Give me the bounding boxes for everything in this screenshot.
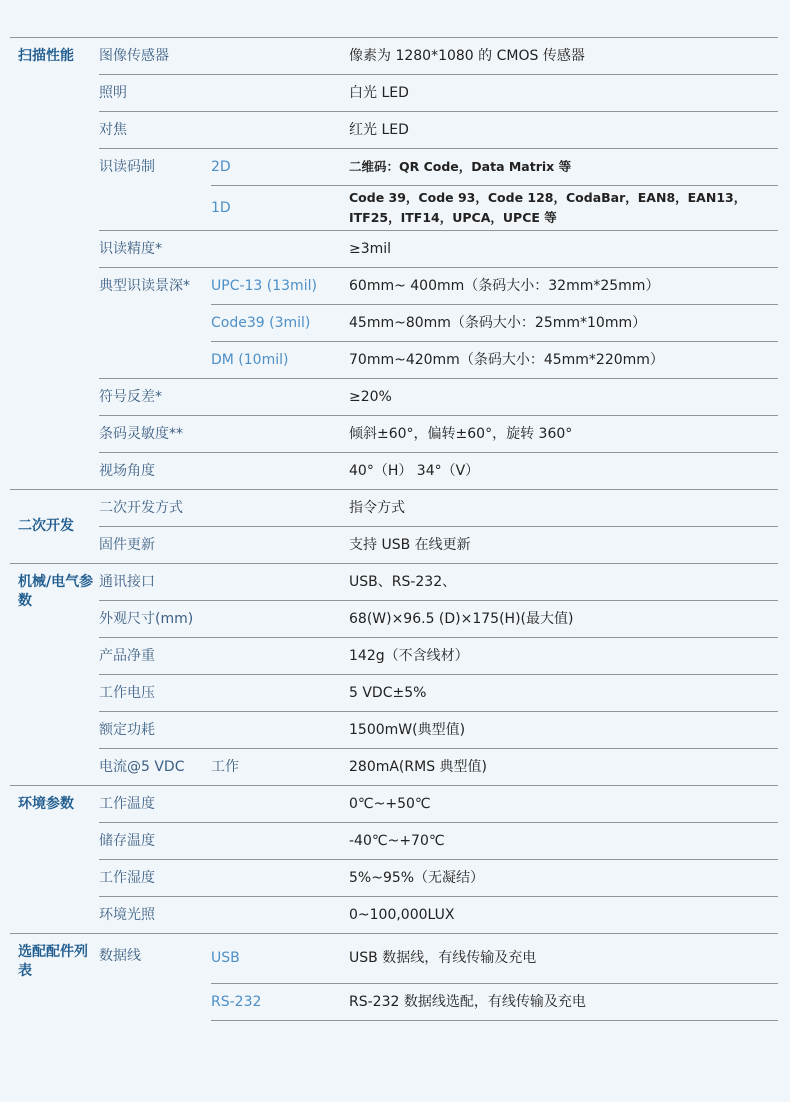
row-value: ≥3mil — [349, 231, 778, 268]
table-row — [10, 934, 778, 984]
row-name: 二次开发方式 — [99, 490, 349, 527]
row-value: 60mm~ 400mm（条码大小：32mm*25mm） — [349, 268, 778, 305]
row-value: 0~100,000LUX — [349, 897, 778, 934]
table-row — [10, 897, 778, 934]
table-row — [10, 112, 778, 149]
table-row — [10, 638, 778, 675]
table-row — [10, 416, 778, 453]
table-row — [10, 453, 778, 490]
table-row — [10, 75, 778, 112]
row-name: 识读精度* — [99, 231, 349, 268]
section-label-scan: 扫描性能 — [10, 38, 99, 490]
row-name: 固件更新 — [99, 527, 349, 564]
table-row — [10, 268, 778, 305]
table-row — [10, 38, 778, 75]
table-row — [10, 379, 778, 416]
row-name: 典型识读景深* — [99, 268, 211, 379]
row-sub: RS-232 — [211, 984, 349, 1021]
row-value: 像素为 1280*1080 的 CMOS 传感器 — [349, 38, 778, 75]
row-value: -40℃~+70℃ — [349, 823, 778, 860]
row-value: ≥20% — [349, 379, 778, 416]
row-value: 1500mW(典型值) — [349, 712, 778, 749]
row-value: USB 数据线，有线传输及充电 — [349, 934, 778, 984]
row-value: USB、RS-232、 — [349, 564, 778, 601]
row-value: 70mm~420mm（条码大小：45mm*220mm） — [349, 342, 778, 379]
table-row — [10, 149, 778, 186]
row-name: 额定功耗 — [99, 712, 349, 749]
row-value: 45mm~80mm（条码大小：25mm*10mm） — [349, 305, 778, 342]
spec-table — [10, 37, 778, 1021]
section-label-mech: 机械/电气参数 — [10, 564, 99, 786]
section-label-accessories: 选配配件列表 — [10, 934, 99, 1021]
table-row — [10, 823, 778, 860]
table-row — [10, 860, 778, 897]
row-sub: UPC-13 (13mil) — [211, 268, 349, 305]
table-row — [10, 490, 778, 527]
row-value: 142g（不含线材） — [349, 638, 778, 675]
row-name: 工作温度 — [99, 786, 349, 823]
row-value: 二维码：QR Code，Data Matrix 等 — [349, 149, 778, 186]
row-name: 外观尺寸(mm) — [99, 601, 349, 638]
row-name: 工作湿度 — [99, 860, 349, 897]
row-value: 支持 USB 在线更新 — [349, 527, 778, 564]
row-value: 68(W)×96.5 (D)×175(H)(最大值) — [349, 601, 778, 638]
row-value: Code 39，Code 93，Code 128，CodaBar，EAN8，EAN13，ITF25，ITF14，UPCA，UPCE 等 — [349, 186, 778, 231]
table-row — [10, 749, 778, 786]
table-row — [10, 231, 778, 268]
row-value: 5 VDC±5% — [349, 675, 778, 712]
table-row — [10, 564, 778, 601]
table-row — [10, 675, 778, 712]
table-row — [10, 527, 778, 564]
row-name: 视场角度 — [99, 453, 349, 490]
table-row — [10, 786, 778, 823]
row-value: 5%~95%（无凝结） — [349, 860, 778, 897]
table-row — [10, 712, 778, 749]
row-name: 通讯接口 — [99, 564, 349, 601]
row-name: 识读码制 — [99, 149, 211, 231]
row-value: 280mA(RMS 典型值) — [349, 749, 778, 786]
row-name: 条码灵敏度** — [99, 416, 349, 453]
row-name: 数据线 — [99, 934, 211, 1021]
table-row — [10, 601, 778, 638]
row-value: RS-232 数据线选配，有线传输及充电 — [349, 984, 778, 1021]
row-sub: 2D — [211, 149, 349, 186]
row-name: 工作电压 — [99, 675, 349, 712]
row-sub: USB — [211, 934, 349, 984]
row-value: 倾斜±60°，偏转±60°，旋转 360° — [349, 416, 778, 453]
row-name: 储存温度 — [99, 823, 349, 860]
row-sub: 1D — [211, 186, 349, 231]
row-name: 对焦 — [99, 112, 349, 149]
row-sub: 工作 — [211, 749, 349, 786]
row-name: 环境光照 — [99, 897, 349, 934]
row-value: 40°（H） 34°（V） — [349, 453, 778, 490]
section-label-dev: 二次开发 — [10, 490, 99, 564]
row-value: 红光 LED — [349, 112, 778, 149]
row-name: 电流@5 VDC — [99, 749, 211, 786]
row-name: 图像传感器 — [99, 38, 349, 75]
row-value: 白光 LED — [349, 75, 778, 112]
row-value: 指令方式 — [349, 490, 778, 527]
row-name: 符号反差* — [99, 379, 349, 416]
section-label-env: 环境参数 — [10, 786, 99, 934]
row-sub: Code39 (3mil) — [211, 305, 349, 342]
row-name: 产品净重 — [99, 638, 349, 675]
row-sub: DM (10mil) — [211, 342, 349, 379]
row-value: 0℃~+50℃ — [349, 786, 778, 823]
row-name: 照明 — [99, 75, 349, 112]
